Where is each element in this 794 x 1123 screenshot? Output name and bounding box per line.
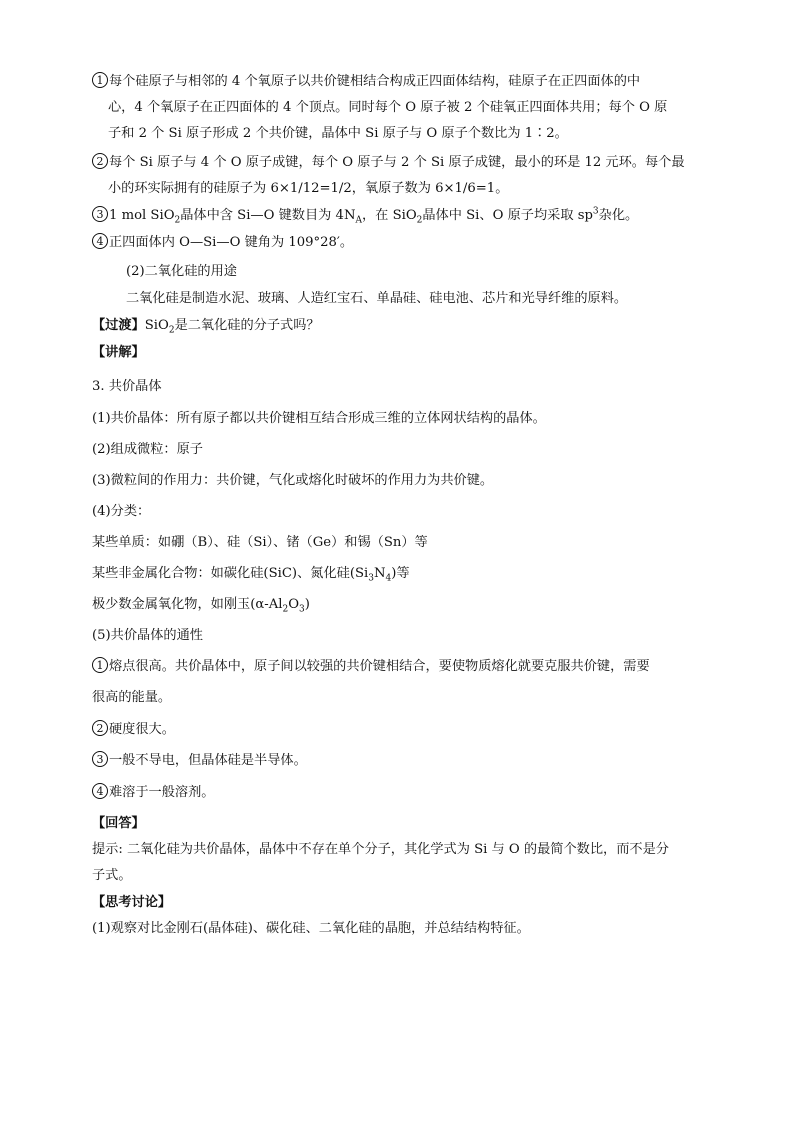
covalent-property-1-line-1: 1 熔点很高。共价晶体中，原子间以较强的共价键相结合，要使物质熔化就要克服共价键，需要 <box>92 657 650 677</box>
covalent-property-2: 2 硬度很大。 <box>92 720 175 740</box>
sio2-item-2-line-2: 小的环实际拥有的硅原子为 6×1/12=1/2，氧原子数为 6×1/6=1。 <box>108 181 509 196</box>
answer-line-2: 子式。 <box>92 868 132 883</box>
sio2-item-1-line-2: 心，4 个氧原子在正四面体的 4 个顶点。同时每个 O 原子被 2 个硅氧正四面体共用；每个 O 原 <box>108 100 668 115</box>
covalent-forces: (3)微粒间的作用力：共价键，气化或熔化时破坏的作用力为共价键。 <box>92 473 494 488</box>
circled-number-2: 2 <box>92 720 108 736</box>
covalent-heading: 3. 共价晶体 <box>92 379 162 394</box>
transition-label: 【过渡】 <box>92 318 145 333</box>
circled-number-4: 4 <box>92 233 108 249</box>
circled-number-1: 1 <box>92 72 108 88</box>
circled-number-1: 1 <box>92 657 108 673</box>
circled-number-3: 3 <box>92 751 108 767</box>
explain-label: 【讲解】 <box>92 345 145 360</box>
answer-label: 【回答】 <box>92 816 145 831</box>
sio2-item-1-line-3: 子和 2 个 Si 原子形成 2 个共价键，晶体中 Si 原子与 O 原子个数比为 1∶2。 <box>108 126 568 141</box>
covalent-classification: (4)分类： <box>92 504 151 519</box>
covalent-metal-oxides: 极少数金属氧化物，如刚玉$(\alpha-Al_2O_3)$ <box>92 597 310 615</box>
sio2-item-4: 4 正四面体内 O—Si—O 键角为 109°28′。 <box>92 233 353 253</box>
sio2-uses-text: 二氧化硅是制造水泥、玻璃、人造红宝石、单晶硅、硅电池、芯片和光导纤维的原料。 <box>126 291 628 306</box>
covalent-nonmetal-compounds: 某些非金属化合物：如碳化硅(SiC)、氮化硅$(Si_3N_4)$等 <box>92 566 410 584</box>
covalent-properties-heading: (5)共价晶体的通性 <box>92 628 203 643</box>
covalent-property-1-line-2: 很高的能量。 <box>92 690 172 705</box>
discussion-line-1: (1)观察对比金刚石(晶体硅)、碳化硅、二氧化硅的晶胞，并总结结构特征。 <box>92 921 530 936</box>
covalent-elements: 某些单质：如硼（B）、硅（Si）、锗（Ge）和锡（Sn）等 <box>92 535 428 550</box>
covalent-property-3: 3 一般不导电，但晶体硅是半导体。 <box>92 751 307 771</box>
covalent-property-4: 4 难溶于一般溶剂。 <box>92 783 215 803</box>
answer-line-1: 提示: 二氧化硅为共价晶体，晶体中不存在单个分子，其化学式为 Si 与 O 的最简个数比，而不是分 <box>92 842 669 857</box>
covalent-particles: (2)组成微粒：原子 <box>92 442 203 457</box>
circled-number-3: 3 <box>92 206 108 222</box>
transition-question: 【过渡】SiO$_2$是二氧化硅的分子式吗？ <box>92 318 320 336</box>
sio2-item-2-line-1: 2 每个 Si 原子与 4 个 O 原子成键，每个 O 原子与 2 个 Si 原子成键，最小的环是 12 元环。每个最 <box>92 153 685 173</box>
discussion-label: 【思考讨论】 <box>92 895 172 910</box>
circled-number-4: 4 <box>92 783 108 799</box>
circled-number-2: 2 <box>92 153 108 169</box>
sio2-item-1-line-1: 1 每个硅原子与相邻的 4 个氧原子以共价键相结合构成正四面体结构，硅原子在正四面体的中 <box>92 72 640 92</box>
covalent-definition: (1)共价晶体：所有原子都以共价键相互结合形成三维的立体网状结构的晶体。 <box>92 411 546 426</box>
sio2-uses-heading: (2)二氧化硅的用途 <box>126 264 237 279</box>
sio2-item-3: 3 1 mol SiO$_2$晶体中含 Si—O 键数目为 $4N_A$，在 SiO$_2$晶体中 Si、O 原子均采取 $sp^3$杂化。 <box>92 206 638 226</box>
